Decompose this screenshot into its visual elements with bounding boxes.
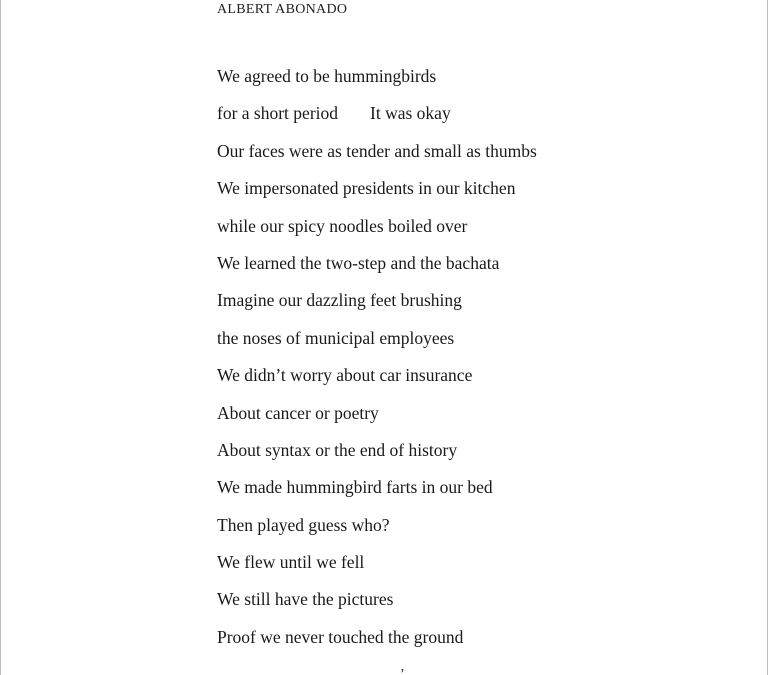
poem-line	[217, 251, 537, 288]
poem-line	[217, 64, 537, 101]
poem-line	[217, 176, 537, 213]
poem-line-text: About cancer or poetry	[217, 402, 379, 423]
poem-line	[217, 326, 537, 363]
poem-line-text: while our spicy noodles boiled over	[217, 215, 468, 236]
poem-line-text: We impersonated presidents in our kitchen	[217, 178, 516, 199]
poem-line-text: We made hummingbird farts in our bed	[217, 477, 493, 498]
poem-line-text: Imagine our dazzling feet brushing	[217, 290, 462, 311]
poem-line-text: We still have the pictures	[217, 589, 394, 610]
poem-line-text: Then played guess who?	[217, 514, 390, 535]
author-name: ALBERT ABONADO	[217, 2, 348, 17]
poem-line	[217, 401, 537, 438]
poem-line	[217, 513, 537, 550]
poem-line	[217, 139, 537, 176]
poem-line-text: Our faces were as tender and small as thumbs	[217, 140, 537, 161]
page-number: ’	[400, 667, 405, 675]
poem	[217, 64, 537, 662]
poem-line-text: Proof we never touched the ground	[217, 626, 464, 647]
poem-line	[217, 438, 537, 475]
poem-line	[217, 288, 537, 325]
poem-line-text: It was okay	[370, 103, 451, 124]
poem-line	[217, 475, 537, 512]
poem-line	[217, 625, 537, 662]
poem-line	[217, 587, 537, 624]
poem-line-text: for a short period	[217, 103, 339, 124]
poem-line-text: the noses of municipal employees	[217, 327, 455, 348]
poem-line-text: We didn’t worry about car insurance	[217, 365, 473, 386]
poem-line	[217, 101, 537, 138]
poem-line	[217, 550, 537, 587]
poem-line-text: We flew until we fell	[217, 552, 365, 573]
poem-line	[217, 214, 537, 251]
poem-line-text: We agreed to be hummingbirds	[217, 66, 437, 86]
poem-line-text: We learned the two-step and the bachata	[217, 252, 500, 273]
poem-line	[217, 363, 537, 400]
poem-line-text: About syntax or the end of history	[217, 439, 458, 460]
